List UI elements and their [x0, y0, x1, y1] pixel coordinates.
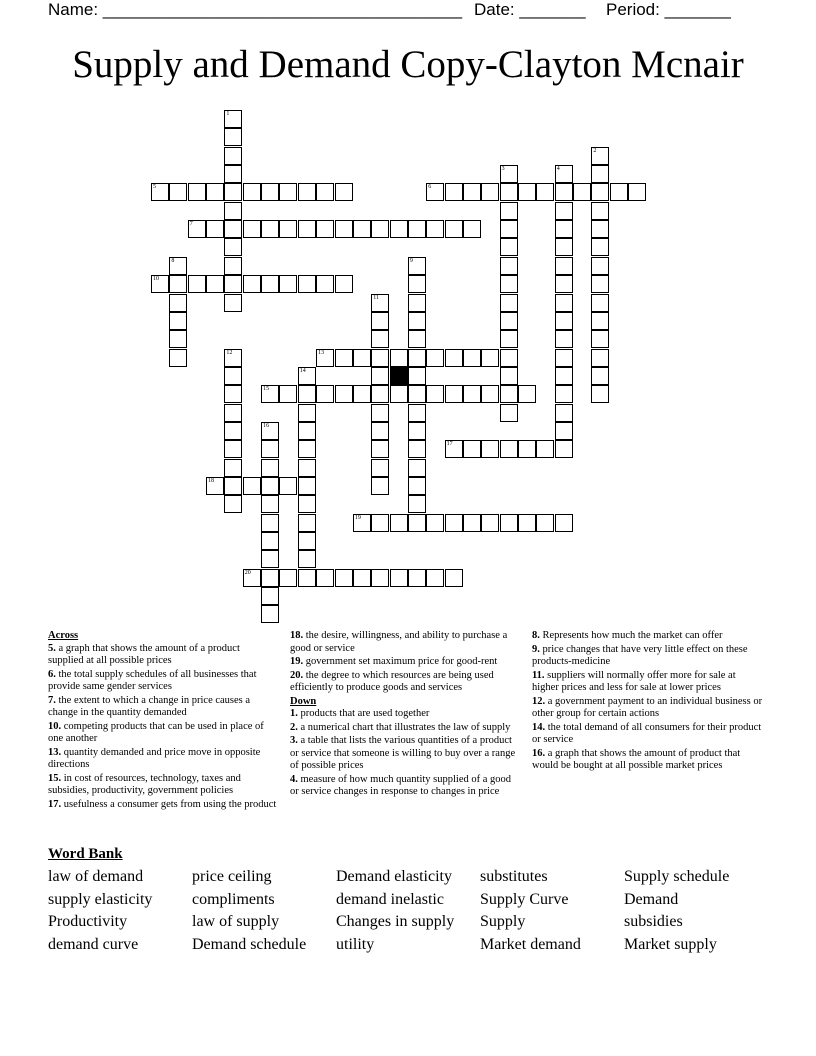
- crossword-cell[interactable]: [555, 165, 573, 183]
- clue-down-3: 3. a table that lists the various quantities of a product or service that someone is willing to buy over a range of possible prices: [290, 735, 516, 771]
- crossword-cell[interactable]: [169, 349, 187, 367]
- crossword-cell[interactable]: [353, 569, 371, 587]
- crossword-cell[interactable]: [591, 312, 609, 330]
- crossword-cell[interactable]: [390, 514, 408, 532]
- crossword-cell[interactable]: [261, 550, 279, 568]
- crossword-cell[interactable]: [279, 183, 297, 201]
- crossword-cell[interactable]: [426, 385, 444, 403]
- crossword-cell[interactable]: [555, 183, 573, 201]
- crossword-cell[interactable]: [298, 422, 316, 440]
- crossword-cell[interactable]: [261, 569, 279, 587]
- cell-number: 2: [593, 147, 597, 154]
- crossword-cell[interactable]: [224, 294, 242, 312]
- crossword-cell[interactable]: [353, 220, 371, 238]
- crossword-cell[interactable]: [224, 477, 242, 495]
- crossword-cell[interactable]: [481, 349, 499, 367]
- crossword-cell[interactable]: [206, 183, 224, 201]
- crossword-cell[interactable]: [555, 514, 573, 532]
- crossword-cell[interactable]: [591, 165, 609, 183]
- crossword-cell[interactable]: [555, 367, 573, 385]
- crossword-cell[interactable]: [390, 349, 408, 367]
- cell-number: 14: [299, 367, 306, 374]
- cell-number: 8: [171, 257, 175, 264]
- crossword-cell[interactable]: [261, 587, 279, 605]
- crossword-cell[interactable]: [298, 385, 316, 403]
- clues-column-2: [290, 630, 520, 800]
- crossword-cell[interactable]: [371, 349, 389, 367]
- crossword-cell[interactable]: [243, 220, 261, 238]
- crossword-cell[interactable]: [500, 514, 518, 532]
- crossword-cell[interactable]: [224, 165, 242, 183]
- crossword-cell[interactable]: [298, 569, 316, 587]
- word-bank-item: law of supply: [192, 913, 280, 931]
- clue-across-10: 10. competing products that can be used in place of one another: [48, 720, 264, 744]
- crossword-cell[interactable]: [151, 275, 169, 293]
- crossword-cell[interactable]: [298, 514, 316, 532]
- page-title: Supply and Demand Copy-Clayton Mcnair: [72, 43, 744, 86]
- clue-across-6: 6. the total supply schedules of all businesses that provide same gender services: [48, 668, 257, 692]
- crossword-cell[interactable]: [169, 183, 187, 201]
- clues-column-1: [48, 630, 278, 812]
- crossword-cell[interactable]: [555, 385, 573, 403]
- cell-number: 16: [263, 422, 270, 429]
- clue-across-15: 15. in cost of resources, technology, taxes and subsidies, productivity, government policies: [48, 772, 241, 796]
- crossword-cell[interactable]: [591, 183, 609, 201]
- crossword-cell[interactable]: [279, 275, 297, 293]
- word-bank-item: Productivity: [48, 913, 128, 931]
- crossword-cell[interactable]: [555, 312, 573, 330]
- crossword-cell[interactable]: [224, 459, 242, 477]
- crossword-cell[interactable]: [555, 202, 573, 220]
- clue-across-7: 7. the extent to which a change in price causes a change in the quantity demanded: [48, 694, 251, 718]
- crossword-cell[interactable]: [408, 257, 426, 275]
- crossword-cell[interactable]: [536, 440, 554, 458]
- crossword-cell[interactable]: [279, 385, 297, 403]
- crossword-cell[interactable]: [408, 330, 426, 348]
- word-bank-item: law of demand: [48, 868, 144, 885]
- crossword-cell[interactable]: [224, 110, 242, 128]
- crossword-cell[interactable]: [371, 330, 389, 348]
- crossword-cell[interactable]: [261, 532, 279, 550]
- crossword-cell[interactable]: [500, 238, 518, 256]
- word-bank-item: compliments: [192, 890, 275, 908]
- crossword-cell[interactable]: [408, 312, 426, 330]
- crossword-cell[interactable]: [316, 183, 334, 201]
- crossword-cell[interactable]: [316, 275, 334, 293]
- crossword-cell[interactable]: [224, 202, 242, 220]
- crossword-cell[interactable]: [628, 183, 646, 201]
- crossword-cell[interactable]: [408, 440, 426, 458]
- crossword-cell[interactable]: [500, 440, 518, 458]
- cell-number: 3: [501, 166, 505, 173]
- crossword-cell[interactable]: [224, 440, 242, 458]
- clue-across-5: 5. a graph that shows the amount of a product supplied at all possible prices: [48, 642, 240, 666]
- crossword-cell[interactable]: [500, 367, 518, 385]
- crossword-cell[interactable]: [500, 275, 518, 293]
- crossword-cell[interactable]: [261, 220, 279, 238]
- crossword-cell[interactable]: [261, 183, 279, 201]
- crossword-cell[interactable]: [279, 220, 297, 238]
- crossword-cell[interactable]: [224, 495, 242, 513]
- crossword-cell[interactable]: [591, 294, 609, 312]
- crossword-cell[interactable]: [224, 238, 242, 256]
- crossword-cell[interactable]: [371, 569, 389, 587]
- crossword-cell[interactable]: [243, 183, 261, 201]
- crossword-cell[interactable]: [591, 220, 609, 238]
- crossword-cell[interactable]: [224, 367, 242, 385]
- crossword-cell[interactable]: [408, 404, 426, 422]
- cell-number: 18: [208, 478, 215, 484]
- word-bank-item: price ceiling: [192, 868, 272, 885]
- cell-number: 9: [409, 257, 413, 264]
- crossword-cell[interactable]: [224, 422, 242, 440]
- word-bank-item: Demand elasticity: [336, 868, 452, 885]
- clues-column-3: [532, 630, 764, 774]
- crossword-cell[interactable]: [408, 477, 426, 495]
- crossword-cell[interactable]: [591, 349, 609, 367]
- crossword-cell[interactable]: [481, 440, 499, 458]
- cell-number: 1: [226, 111, 230, 117]
- crossword-cell[interactable]: [298, 275, 316, 293]
- crossword-cell[interactable]: [261, 605, 279, 623]
- crossword-cell[interactable]: [335, 569, 353, 587]
- crossword-cell[interactable]: [445, 440, 463, 458]
- cell-number: 6: [428, 184, 432, 191]
- clue-down-12: 12. a government payment to an individual business or other group for certain actions: [532, 695, 763, 719]
- clue-down-2: 2. a numerical chart that illustrates the law of supply: [290, 721, 511, 733]
- crossword-cell[interactable]: [463, 183, 481, 201]
- crossword-cell[interactable]: [353, 385, 371, 403]
- crossword-cell[interactable]: [188, 220, 206, 238]
- crossword-cell[interactable]: [591, 257, 609, 275]
- clue-down-1: 1. products that are used together: [290, 708, 430, 719]
- crossword-cell[interactable]: [555, 422, 573, 440]
- crossword-cell[interactable]: [555, 404, 573, 422]
- crossword-cell[interactable]: [224, 183, 242, 201]
- crossword-cell[interactable]: [371, 385, 389, 403]
- crossword-cell[interactable]: [518, 385, 536, 403]
- across-heading: Across: [48, 630, 79, 641]
- crossword-cell[interactable]: [261, 440, 279, 458]
- crossword-cell[interactable]: [371, 440, 389, 458]
- clue-across-19: 19. government set maximum price for good-rent: [290, 656, 498, 667]
- crossword-cell[interactable]: [298, 550, 316, 568]
- crossword-cell[interactable]: [445, 183, 463, 201]
- crossword-cell[interactable]: [298, 532, 316, 550]
- crossword-cell[interactable]: [224, 147, 242, 165]
- crossword-cell[interactable]: [500, 330, 518, 348]
- cell-number: 11: [373, 294, 379, 301]
- crossword-cell[interactable]: [224, 275, 242, 293]
- word-bank-item: supply elasticity: [48, 890, 153, 908]
- crossword-cell[interactable]: [536, 514, 554, 532]
- crossword-cell[interactable]: [206, 275, 224, 293]
- crossword-cell[interactable]: [371, 459, 389, 477]
- crossword-cell[interactable]: [463, 220, 481, 238]
- cell-number: 15: [263, 386, 270, 393]
- name-field: Name: ______________________________________: [48, 0, 463, 19]
- crossword-cell[interactable]: [298, 495, 316, 513]
- crossword-cell[interactable]: [243, 569, 261, 587]
- crossword-cell[interactable]: [390, 385, 408, 403]
- crossword-cell[interactable]: [426, 349, 444, 367]
- crossword-cell[interactable]: [224, 257, 242, 275]
- crossword-cell[interactable]: [261, 514, 279, 532]
- crossword-cell[interactable]: [224, 220, 242, 238]
- crossword-cell[interactable]: [188, 183, 206, 201]
- crossword-cell[interactable]: [151, 183, 169, 201]
- crossword-cell[interactable]: [481, 183, 499, 201]
- crossword-cell[interactable]: [591, 147, 609, 165]
- crossword-cell[interactable]: [371, 514, 389, 532]
- crossword-cell[interactable]: [500, 220, 518, 238]
- crossword-cell[interactable]: [169, 257, 187, 275]
- crossword-cell[interactable]: [316, 569, 334, 587]
- crossword-cell[interactable]: [481, 514, 499, 532]
- crossword-cell[interactable]: [408, 514, 426, 532]
- word-bank-item: Supply: [480, 913, 526, 931]
- crossword-cell[interactable]: [243, 275, 261, 293]
- crossword-cell[interactable]: [573, 183, 591, 201]
- crossword-cell[interactable]: [518, 183, 536, 201]
- crossword-cell[interactable]: [335, 275, 353, 293]
- cell-number: 13: [318, 349, 325, 356]
- clue-across-13: 13. quantity demanded and price move in opposite directions: [48, 746, 261, 770]
- crossword-cell[interactable]: [426, 569, 444, 587]
- crossword-cell[interactable]: [408, 349, 426, 367]
- cell-number: 10: [153, 276, 159, 283]
- crossword-cell[interactable]: [500, 183, 518, 201]
- crossword-cell[interactable]: [390, 220, 408, 238]
- crossword-cell[interactable]: [500, 165, 518, 183]
- crossword-cell[interactable]: [408, 422, 426, 440]
- cell-number: 20: [244, 569, 251, 576]
- crossword-cell[interactable]: [591, 275, 609, 293]
- crossword-cell[interactable]: [335, 220, 353, 238]
- crossword-cell[interactable]: [408, 294, 426, 312]
- crossword-cell[interactable]: [463, 440, 481, 458]
- crossword-cell[interactable]: [261, 385, 279, 403]
- word-bank-item: substitutes: [480, 868, 548, 885]
- crossword-cell[interactable]: [224, 349, 242, 367]
- word-bank-item: subsidies: [624, 913, 683, 931]
- down-heading: Down: [290, 695, 317, 707]
- clue-down-4: 4. measure of how much quantity supplied of a good or service changes in response to changes in price: [290, 773, 512, 797]
- crossword-cell[interactable]: [169, 294, 187, 312]
- crossword-cell[interactable]: [555, 349, 573, 367]
- crossword-cell[interactable]: [206, 220, 224, 238]
- crossword-cell[interactable]: [371, 404, 389, 422]
- crossword-cell[interactable]: [555, 238, 573, 256]
- word-bank-item: Demand: [624, 890, 679, 908]
- crossword-cell[interactable]: [298, 440, 316, 458]
- clue-across-20: 20. the degree to which resources are being used efficiently to produce goods and services: [290, 669, 494, 693]
- crossword-cell[interactable]: [591, 238, 609, 256]
- crossword-cell[interactable]: [445, 385, 463, 403]
- crossword-cell[interactable]: [500, 257, 518, 275]
- cell-number: 19: [354, 514, 361, 521]
- crossword-cell[interactable]: [536, 183, 554, 201]
- crossword-cell[interactable]: [445, 220, 463, 238]
- word-bank-item: demand curve: [48, 936, 139, 954]
- crossword-cell[interactable]: [408, 495, 426, 513]
- word-bank-item: Changes in supply: [336, 913, 455, 931]
- crossword-cell[interactable]: [591, 330, 609, 348]
- word-bank-item: Market supply: [624, 936, 717, 954]
- crossword-cell[interactable]: [500, 385, 518, 403]
- crossword-cell[interactable]: [426, 183, 444, 201]
- crossword-cell[interactable]: [371, 294, 389, 312]
- crossword-cell[interactable]: [445, 514, 463, 532]
- clue-down-8: 8. Represents how much the market can offer: [532, 630, 723, 641]
- crossword-cell[interactable]: [316, 349, 334, 367]
- crossword-cell[interactable]: [445, 349, 463, 367]
- crossword-cell[interactable]: [169, 330, 187, 348]
- clue-across-17: 17. usefulness a consumer gets from using the product: [48, 798, 277, 810]
- crossword-cell[interactable]: [261, 495, 279, 513]
- crossword-cell[interactable]: [408, 459, 426, 477]
- clue-across-18: 18. the desire, willingness, and ability to purchase a good or service: [290, 630, 508, 654]
- crossword-cell[interactable]: [408, 569, 426, 587]
- crossword-cell[interactable]: [518, 514, 536, 532]
- word-bank-item: Supply Curve: [480, 890, 569, 908]
- period-field: Period: _______: [606, 0, 731, 19]
- crossword-cell[interactable]: [408, 385, 426, 403]
- crossword-cell[interactable]: [279, 569, 297, 587]
- crossword-cell[interactable]: [371, 422, 389, 440]
- crossword-cell[interactable]: [500, 294, 518, 312]
- crossword-cell[interactable]: [591, 385, 609, 403]
- crossword-cell[interactable]: [408, 275, 426, 293]
- crossword-cell[interactable]: [243, 477, 261, 495]
- word-bank-item: Demand schedule: [192, 936, 307, 954]
- cell-number: 4: [556, 166, 560, 173]
- crossword-cell[interactable]: [298, 404, 316, 422]
- crossword-cell[interactable]: [224, 404, 242, 422]
- crossword-cell[interactable]: [408, 220, 426, 238]
- crossword-cell[interactable]: [426, 514, 444, 532]
- clue-down-9: 9. price changes that have very little effect on these products-medicine: [532, 643, 748, 667]
- word-bank-item: Market demand: [480, 936, 581, 954]
- crossword-cell[interactable]: [353, 514, 371, 532]
- crossword-cell[interactable]: [169, 275, 187, 293]
- crossword-cell[interactable]: [463, 349, 481, 367]
- crossword-cell[interactable]: [188, 275, 206, 293]
- crossword-cell[interactable]: [353, 349, 371, 367]
- crossword-cell[interactable]: [298, 367, 316, 385]
- word-bank-item: Supply schedule: [624, 868, 730, 885]
- clue-down-14: 14. the total demand of all consumers for their product or service: [532, 721, 762, 745]
- crossword-cell[interactable]: [426, 220, 444, 238]
- crossword-black-cell: [390, 367, 408, 385]
- crossword-cell[interactable]: [316, 385, 334, 403]
- crossword-cell[interactable]: [500, 312, 518, 330]
- crossword-cell[interactable]: [445, 569, 463, 587]
- crossword-cell[interactable]: [261, 459, 279, 477]
- crossword-cell[interactable]: [316, 220, 334, 238]
- crossword-cell[interactable]: [500, 202, 518, 220]
- crossword-cell[interactable]: [169, 312, 187, 330]
- crossword-cell[interactable]: [335, 349, 353, 367]
- crossword-cell[interactable]: [335, 183, 353, 201]
- crossword-cell[interactable]: [463, 514, 481, 532]
- crossword-cell[interactable]: [298, 459, 316, 477]
- crossword-cell[interactable]: [371, 367, 389, 385]
- crossword-cell[interactable]: [371, 312, 389, 330]
- word-bank-item: demand inelastic: [336, 890, 444, 908]
- date-field: Date: _______: [474, 0, 586, 19]
- word-bank-item: utility: [336, 936, 375, 954]
- crossword-cell[interactable]: [591, 367, 609, 385]
- crossword-cell[interactable]: [555, 294, 573, 312]
- crossword-cell[interactable]: [224, 385, 242, 403]
- crossword-cell[interactable]: [610, 183, 628, 201]
- crossword-cell[interactable]: [555, 275, 573, 293]
- crossword-cell[interactable]: [518, 440, 536, 458]
- crossword-cell[interactable]: [555, 440, 573, 458]
- crossword-cell[interactable]: [279, 477, 297, 495]
- crossword-cell[interactable]: [555, 330, 573, 348]
- cell-number: 12: [226, 349, 233, 356]
- crossword-cell[interactable]: [371, 220, 389, 238]
- crossword-cell[interactable]: [555, 257, 573, 275]
- crossword-cell[interactable]: [463, 385, 481, 403]
- crossword-cell[interactable]: [408, 367, 426, 385]
- cell-number: 5: [153, 184, 156, 191]
- clue-down-11: 11. suppliers will normally offer more for sale at higher prices and less for sale at lower prices: [532, 669, 736, 693]
- crossword-cell[interactable]: [591, 202, 609, 220]
- crossword-cell[interactable]: [500, 404, 518, 422]
- cell-number: 7: [189, 221, 193, 228]
- crossword-cell[interactable]: [371, 477, 389, 495]
- word-bank-title: Word Bank: [48, 846, 123, 862]
- crossword-cell[interactable]: [555, 220, 573, 238]
- crossword-cell[interactable]: [206, 477, 224, 495]
- crossword-cell[interactable]: [261, 422, 279, 440]
- crossword-cell[interactable]: [390, 569, 408, 587]
- crossword-cell[interactable]: [298, 183, 316, 201]
- crossword-cell[interactable]: [224, 128, 242, 146]
- crossword-cell[interactable]: [500, 349, 518, 367]
- crossword-cell[interactable]: [298, 220, 316, 238]
- crossword-cell[interactable]: [335, 385, 353, 403]
- crossword-cell[interactable]: [261, 275, 279, 293]
- crossword-cell[interactable]: [261, 477, 279, 495]
- crossword-cell[interactable]: [481, 385, 499, 403]
- crossword-cell[interactable]: [298, 477, 316, 495]
- cell-number: 17: [446, 441, 453, 448]
- clue-down-16: 16. a graph that shows the amount of product that would be bought at all possible market prices: [532, 747, 741, 771]
